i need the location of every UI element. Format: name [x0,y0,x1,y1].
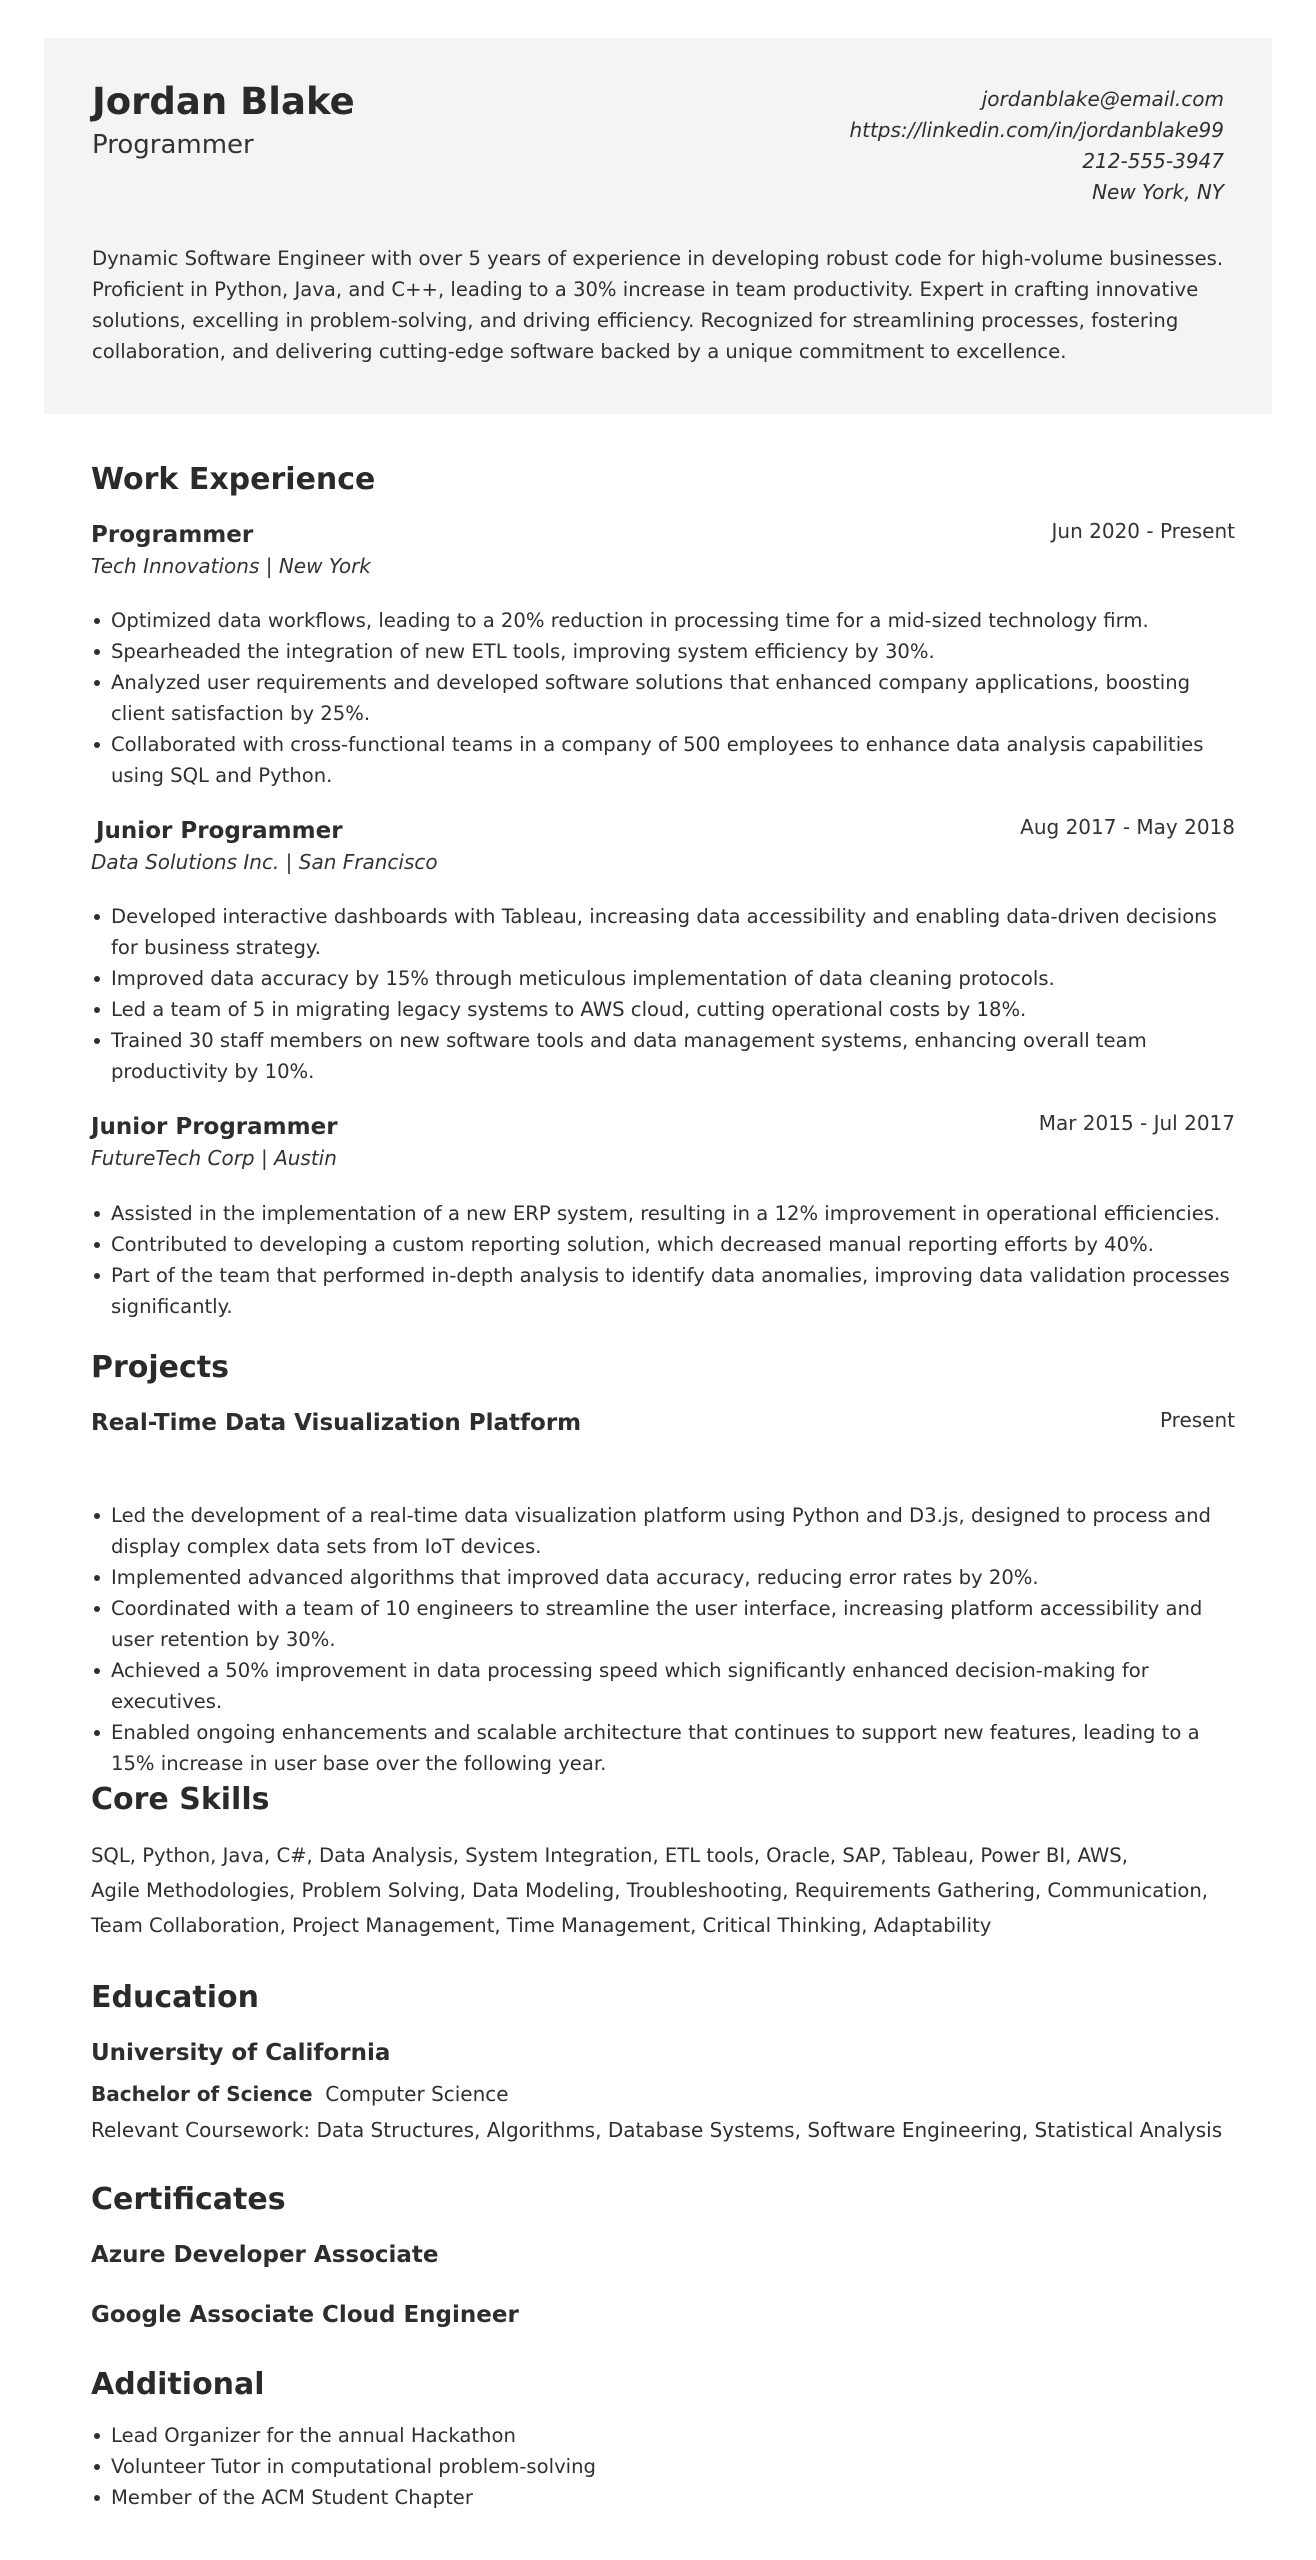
skills-line: Agile Methodologies, Problem Solving, Data Modeling, Troubleshooting, Requirements Gathering, Communication, [91,1879,1209,1902]
list-item: Enabled ongoing enhancements and scalable architecture that continues to support new features, leading to a 15% increase in user base over the following year. [91,1717,1236,1779]
list-item: Analyzed user requirements and developed software solutions that enhanced company applications, boosting client satisfaction by 25%. [91,667,1236,729]
list-item: Spearheaded the integration of new ETL tools, improving system efficiency by 30%. [91,636,1236,667]
job-title: Junior Programmer [96,818,343,844]
list-item: Coordinated with a team of 10 engineers to streamline the user interface, increasing platform accessibility and user retention by 30%. [91,1593,1236,1655]
job-bullets [91,605,1236,791]
contact-linkedin[interactable]: https://linkedin.com/in/jordanblake99 [849,118,1224,142]
list-item: Contributed to developing a custom reporting solution, which decreased manual reporting efforts by 40%. [91,1229,1236,1260]
job-dates: Mar 2015 - Jul 2017 [1038,1111,1235,1135]
certificate-item: Google Associate Cloud Engineer [91,2302,519,2328]
project-title: Real-Time Data Visualization Platform [91,1410,582,1436]
degree-line [91,2082,509,2106]
list-item: Optimized data workflows, leading to a 20% reduction in processing time for a mid-sized technology firm. [91,605,1236,636]
school-name: University of California [91,2040,391,2066]
summary-text: Dynamic Software Engineer with over 5 years of experience in developing robust code for high-volume businesses. Proficient in Python, Java, and C++, leading to a 30% increase in team productivity. Expert in crafting innovative solutions, excelling in problem-solving, and driving efficiency. Recognized for streamlining processes, fostering collaboration, and delivering cutting-edge software backed by a unique commitment to excellence. [92,247,1224,363]
coursework-text: Relevant Coursework: Data Structures, Algorithms, Database Systems, Software Engineering, Statistical Analysis [91,2118,1223,2142]
contact-phone: 212-555-3947 [1082,149,1224,173]
candidate-role: Programmer [92,130,254,160]
core-skills-heading: Core Skills [91,1782,270,1817]
skills-line: SQL, Python, Java, C#, Data Analysis, System Integration, ETL tools, Oracle, SAP, Tableau, Power BI, AWS, [91,1844,1128,1867]
job-dates: Aug 2017 - May 2018 [1020,815,1235,839]
list-item: Collaborated with cross-functional teams in a company of 500 employees to enhance data analysis capabilities using SQL and Python. [91,729,1236,791]
list-item: Member of the ACM Student Chapter [91,2482,1236,2513]
additional-list [91,2420,1236,2513]
job-title: Programmer [91,522,254,548]
list-item: Trained 30 staff members on new software tools and data management systems, enhancing overall team productivity by 10%. [91,1025,1236,1087]
job-dates: Jun 2020 - Present [1051,519,1235,543]
list-item: Volunteer Tutor in computational problem-solving [91,2451,1236,2482]
skills-line: Team Collaboration, Project Management, Time Management, Critical Thinking, Adaptability [91,1914,992,1937]
job-company: FutureTech Corp | Austin [91,1146,337,1170]
list-item: Led a team of 5 in migrating legacy systems to AWS cloud, cutting operational costs by 18%. [91,994,1236,1025]
degree-field: Computer Science [325,2082,509,2106]
resume-header [44,38,1272,414]
contact-block [849,84,1224,208]
list-item: Led the development of a real-time data visualization platform using Python and D3.js, designed to process and display complex data sets from IoT devices. [91,1500,1236,1562]
job-company: Tech Innovations | New York [91,554,371,578]
contact-email[interactable]: jordanblake@email.com [981,87,1224,111]
job-bullets [91,1198,1236,1322]
job-title: Junior Programmer [91,1114,338,1140]
project-dates: Present [1159,1408,1235,1432]
project-bullets [91,1500,1236,1779]
list-item: Developed interactive dashboards with Tableau, increasing data accessibility and enabling data-driven decisions for business strategy. [91,901,1236,963]
list-item: Assisted in the implementation of a new ERP system, resulting in a 12% improvement in operational efficiencies. [91,1198,1236,1229]
candidate-name: Jordan Blake [92,80,355,123]
certificates-heading: Certificates [91,2182,286,2217]
job-company: Data Solutions Inc. | San Francisco [91,850,438,874]
skills-list [91,1838,1236,1943]
job-bullets [91,901,1236,1087]
contact-location: New York, NY [1092,180,1224,204]
projects-heading: Projects [91,1350,230,1385]
list-item: Achieved a 50% improvement in data processing speed which significantly enhanced decision-making for executives. [91,1655,1236,1717]
degree-name: Bachelor of Science [91,2082,313,2106]
work-experience-heading: Work Experience [91,462,376,497]
additional-heading: Additional [91,2367,265,2402]
list-item: Implemented advanced algorithms that improved data accuracy, reducing error rates by 20%. [91,1562,1236,1593]
certificate-item: Azure Developer Associate [91,2242,439,2268]
list-item: Lead Organizer for the annual Hackathon [91,2420,1236,2451]
education-heading: Education [91,1980,259,2015]
list-item: Part of the team that performed in-depth analysis to identify data anomalies, improving data validation processes significantly. [91,1260,1236,1322]
list-item: Improved data accuracy by 15% through meticulous implementation of data cleaning protocols. [91,963,1236,994]
